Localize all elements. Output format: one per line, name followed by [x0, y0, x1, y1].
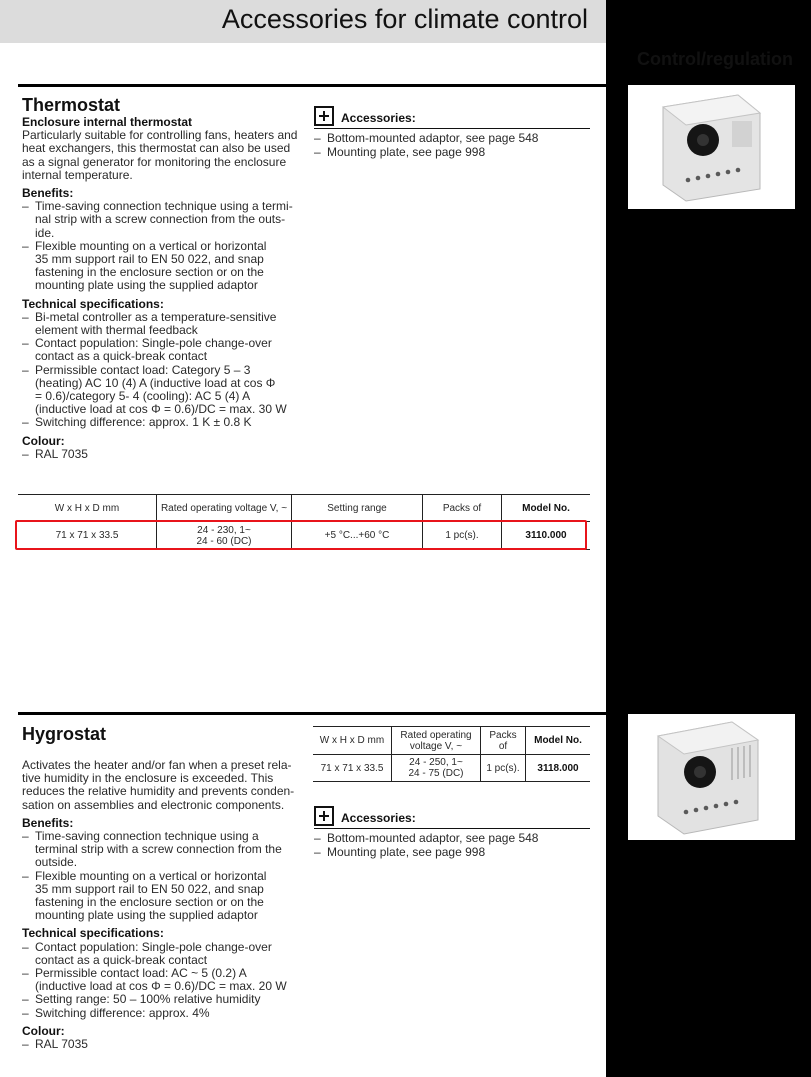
list-item: – Permissible contact load: Category 5 – 3 (heating) AC 10 (4) A (inductive load at cos Φ = 0.6)/category 5- 4 (cooling): AC 5 (4) A (inductive load at cos Φ = 0.6)/DC = max. 30 W [22, 364, 302, 417]
header-band [0, 0, 606, 43]
table-header-row [18, 495, 590, 522]
colour-value: RAL 7035 [35, 446, 88, 461]
plus-icon [314, 106, 334, 126]
list-item: – Switching difference: approx. 1 K ± 0.8 K [22, 416, 302, 429]
tech-specs-heading: Technical specifications: [22, 296, 164, 311]
list-item: – RAL 7035 [22, 1038, 302, 1051]
list-line: ide. [35, 225, 55, 240]
list-line: = 0.6)/category 5- 4 (cooling): AC 5 (4) A [35, 389, 251, 404]
thermostat-description [22, 116, 302, 461]
voltage-cell: 24 - 230, 1~ 24 - 60 (DC) [157, 522, 292, 550]
list-line: Permissible contact load: Category 5 – 3 [35, 362, 251, 377]
accessories-heading: Accessories: [341, 111, 416, 125]
dimensions-cell: 71 x 71 x 33.5 [313, 755, 392, 782]
list-line: contact as a quick-break contact [35, 952, 208, 967]
list-line: Permissible contact load: AC ~ 5 (0.2) A [35, 966, 247, 981]
intro-line: tive humidity in the enclosure is exceeded. This [22, 771, 274, 786]
table-row [313, 755, 590, 782]
accessories-heading: Accessories: [341, 811, 416, 825]
list-line: element with thermal feedback [35, 323, 198, 338]
benefits-heading: Benefits: [22, 815, 74, 830]
packs-cell: 1 pc(s). [481, 755, 526, 782]
list-line: nal strip with a screw connection from the outs- [35, 212, 286, 227]
hygrostat-title: Hygrostat [22, 724, 107, 744]
intro-line: internal temperature. [22, 167, 133, 182]
thermostat-title: Thermostat [22, 95, 121, 115]
thermostat-intro [22, 129, 302, 182]
list-line: mounting plate using the supplied adaptor [35, 278, 258, 293]
tech-specs-heading: Technical specifications: [22, 926, 164, 941]
list-line: contact as a quick-break contact [35, 349, 208, 364]
list-line: Time-saving connection technique using a termi- [35, 199, 293, 214]
column-header: Model No. [502, 495, 591, 522]
column-header: Model No. [526, 727, 591, 755]
hygrostat-description [22, 759, 302, 1051]
list-line: (inductive load at cos Φ = 0.6)/DC = max. 30 W [35, 402, 287, 417]
list-line: terminal strip with a screw connection from the [35, 842, 282, 857]
list-line: Flexible mounting on a vertical or horizontal [35, 238, 267, 253]
column-header: Rated operating voltage V, ~ [157, 495, 292, 522]
hygrostat-device-icon [628, 714, 795, 840]
voltage-cell: 24 - 250, 1~ 24 - 75 (DC) [392, 755, 481, 782]
list-line: Setting range: 50 – 100% relative humidity [35, 992, 261, 1007]
list-line: Switching difference: approx. 4% [35, 1005, 210, 1020]
list-line: Bi-metal controller as a temperature-sensitive [35, 309, 277, 324]
list-line: (inductive load at cos Φ = 0.6)/DC = max. 20 W [35, 979, 287, 994]
list-item: – Setting range: 50 – 100% relative humidity [22, 993, 302, 1006]
highlight-box [15, 520, 587, 550]
intro-line: as a signal generator for monitoring the enclosure [22, 154, 287, 169]
list-item: – Permissible contact load: AC ~ 5 (0.2) A (inductive load at cos Φ = 0.6)/DC = max. 20 W [22, 967, 302, 993]
list-line: Contact population: Single-pole change-over [35, 336, 272, 351]
colour-heading: Colour: [22, 1023, 65, 1038]
list-item: – Bottom-mounted adaptor, see page 548 [314, 131, 539, 145]
list-line: outside. [35, 855, 78, 870]
thermostat-section-rule [18, 84, 606, 87]
list-item: – Bi-metal controller as a temperature-sensitive element with thermal feedback [22, 311, 302, 337]
list-item: – RAL 7035 [22, 448, 302, 461]
thermostat-device-icon [628, 85, 795, 209]
column-header: Packs of [423, 495, 502, 522]
list-line: Switching difference: approx. 1 K ± 0.8 K [35, 415, 252, 430]
intro-line: sation on assemblies and electronic components. [22, 797, 285, 812]
thermostat-subtitle: Enclosure internal thermostat [22, 115, 193, 129]
thermostat-photo [627, 84, 796, 210]
intro-line: Particularly suitable for controlling fans, heaters and [22, 128, 298, 143]
model-number-cell: 3118.000 [526, 755, 591, 782]
list-item: – Flexible mounting on a vertical or horizontal 35 mm support rail to EN 50 022, and snap fastening in the enclosure section or on the mounting plate using the supplied adaptor [22, 240, 302, 293]
list-item: – Switching difference: approx. 4% [22, 1007, 302, 1020]
list-item: – Flexible mounting on a vertical or horizontal 35 mm support rail to EN 50 022, and snap fastening in the enclosure section or on the mounting plate using the supplied adaptor [22, 870, 302, 923]
column-header: Rated operating voltage V, ~ [392, 727, 481, 755]
list-item: – Mounting plate, see page 998 [314, 844, 486, 859]
setting-range-cell: +5 °C...+60 °C [292, 522, 423, 550]
colour-value: RAL 7035 [35, 1037, 88, 1052]
list-line: fastening in the enclosure section or on the [35, 265, 264, 280]
column-header: Setting range [292, 495, 423, 522]
dimensions-cell: 71 x 71 x 33.5 [18, 522, 157, 550]
list-item: – Bottom-mounted adaptor, see page 548 [314, 831, 539, 845]
list-item: – Contact population: Single-pole change-over contact as a quick-break contact [22, 337, 302, 363]
list-line: 35 mm support rail to EN 50 022, and snap [35, 252, 264, 267]
packs-cell: 1 pc(s). [423, 522, 502, 550]
list-line: mounting plate using the supplied adaptor [35, 908, 258, 923]
benefits-heading: Benefits: [22, 186, 74, 201]
plus-icon [314, 806, 334, 826]
hygrostat-photo [627, 713, 796, 841]
page-subtitle: Control/regulation [637, 49, 793, 69]
column-header: W x H x D mm [313, 727, 392, 755]
hygrostat-accessories [314, 804, 590, 859]
list-item: – Contact population: Single-pole change-over contact as a quick-break contact [22, 941, 302, 967]
list-item: – Mounting plate, see page 998 [314, 144, 486, 159]
hygrostat-section-rule [18, 712, 606, 715]
list-line: Contact population: Single-pole change-over [35, 939, 272, 954]
list-line: Time-saving connection technique using a [35, 829, 259, 844]
list-line: fastening in the enclosure section or on the [35, 895, 264, 910]
intro-line: reduces the relative humidity and prevents conden- [22, 784, 295, 799]
list-item: – Time-saving connection technique using a termi- nal strip with a screw connection from the outs- ide. [22, 200, 302, 240]
thermostat-accessories [314, 104, 590, 159]
colour-heading: Colour: [22, 433, 65, 448]
list-item: – Time-saving connection technique using a terminal strip with a screw connection from the outside. [22, 830, 302, 870]
column-header: Packs of [481, 727, 526, 755]
list-line: 35 mm support rail to EN 50 022, and snap [35, 881, 264, 896]
table-header-row [313, 727, 590, 755]
model-number-cell: 3110.000 [502, 522, 591, 550]
page-title: Accessories for climate control [221, 4, 588, 34]
list-line: (heating) AC 10 (4) A (inductive load at cos Φ [35, 375, 276, 390]
column-header: W x H x D mm [18, 495, 157, 522]
intro-line: heat exchangers, this thermostat can also be used [22, 141, 291, 156]
intro-line: Activates the heater and/or fan when a preset rela- [22, 758, 292, 772]
hygrostat-intro [22, 759, 302, 812]
list-line: Flexible mounting on a vertical or horizontal [35, 868, 267, 883]
hygrostat-spec-table [313, 726, 590, 782]
